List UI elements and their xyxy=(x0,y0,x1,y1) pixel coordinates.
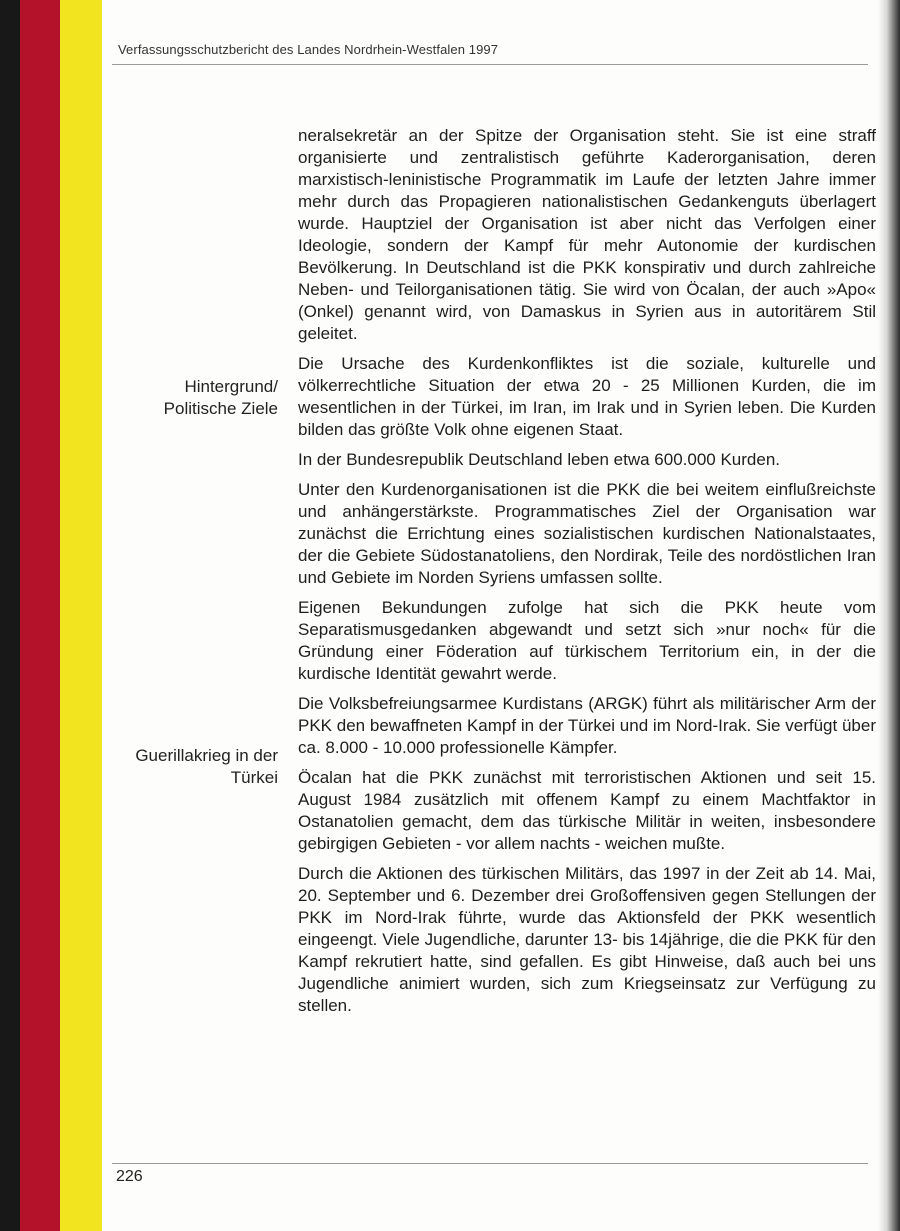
paragraph: Durch die Aktionen des türkischen Militärs, das 1997 in der Zeit ab 14. Mai, 20. September und 6. Dezember drei Großoffensiven gegen Stellungen der PKK im Nord-Irak führte, wurde das Aktionsfeld der PKK wesentlich eingeengt. Viele Jugendliche, darunter 13- bis 14jährige, die die PKK für den Kampf rekrutiert hatte, sind gefallen. Es gibt Hinweise, daß auch bei uns Jugendliche animiert wurden, sich zum Kriegseinsatz zur Verfügung zu stellen. xyxy=(298,864,876,1015)
sidebar-heading-background: Hintergrund/ Politische Ziele xyxy=(163,377,278,418)
paragraph: Eigenen Bekundungen zufolge hat sich die PKK heute vom Separatismusgedanken abgewandt und setzt sich »nur noch« für die Gründung einer Föderation auf türkischem Territorium ein, in der die kurdische Identität gewahrt werde. xyxy=(298,598,876,683)
paragraph: Unter den Kurdenorganisationen ist die PKK die bei weitem einflußreichste und anhängerstärkste. Programmatisches Ziel der Organisation war zunächst die Errichtung eines sozialistischen kurdischen Nationalstaates, der die Gebiete Südostanatoliens, den Nordirak, Teile des nordöstlichen Iran und Gebiete im Norden Syriens umfassen sollte. xyxy=(298,480,876,587)
sidebar-heading-guerilla: Guerillakrieg in der Türkei xyxy=(135,746,278,787)
paragraph: Die Ursache des Kurdenkonfliktes ist die soziale, kulturelle und völkerrechtliche Situation der etwa 20 - 25 Millionen Kurden, die im wesentlichen in der Türkei, im Iran, im Irak und in Syrien leben. Die Kurden bilden das größte Volk ohne eigenen Staat. xyxy=(298,354,876,439)
paragraph: In der Bundesrepublik Deutschland leben etwa 600.000 Kurden. xyxy=(298,450,781,469)
footer-rule xyxy=(112,1163,868,1164)
header-rule xyxy=(112,64,868,65)
page-number: 226 xyxy=(116,1168,143,1185)
flag-stripe-red xyxy=(20,0,60,1231)
page-binding-shadow xyxy=(878,0,900,1231)
running-head: Verfassungsschutzbericht des Landes Nordrhein-Westfalen 1997 xyxy=(118,42,499,57)
flag-stripe-gold xyxy=(60,0,102,1231)
paragraph: neralsekretär an der Spitze der Organisation steht. Sie ist eine straff organisierte und zentralistisch geführte Kaderorganisation, deren marxistisch-leninistische Programmatik im Laufe der letzten Jahre immer mehr durch das Propagieren nationalistischen Gedankenguts überlagert wurde. Hauptziel der Organisation ist aber nicht das Verfolgen einer Ideologie, sondern der Kampf für mehr Autonomie der kurdischen Bevölkerung. In Deutschland ist die PKK konspirativ und durch zahlreiche Neben- und Teilorganisationen tätig. Sie wird von Öcalan, der auch »Apo« (Onkel) genannt wird, von Damaskus in Syrien aus in autoritärem Stil geleitet. xyxy=(298,126,876,343)
flag-stripe-black xyxy=(0,0,20,1231)
main-text xyxy=(298,125,876,1025)
paragraph: Die Volksbefreiungsarmee Kurdistans (ARGK) führt als militärischer Arm der PKK den bewaffneten Kampf in der Türkei und im Nord-Irak. Sie verfügt über ca. 8.000 - 10.000 professionelle Kämpfer. xyxy=(298,694,876,757)
paragraph: Öcalan hat die PKK zunächst mit terroristischen Aktionen und seit 15. August 1984 zusätzlich mit offenem Kampf zu einem Machtfaktor in Ostanatolien gemacht, dem das türkische Militär in weiten, insbesondere gebirgigen Gebieten - vor allem nachts - weichen mußte. xyxy=(298,768,876,853)
